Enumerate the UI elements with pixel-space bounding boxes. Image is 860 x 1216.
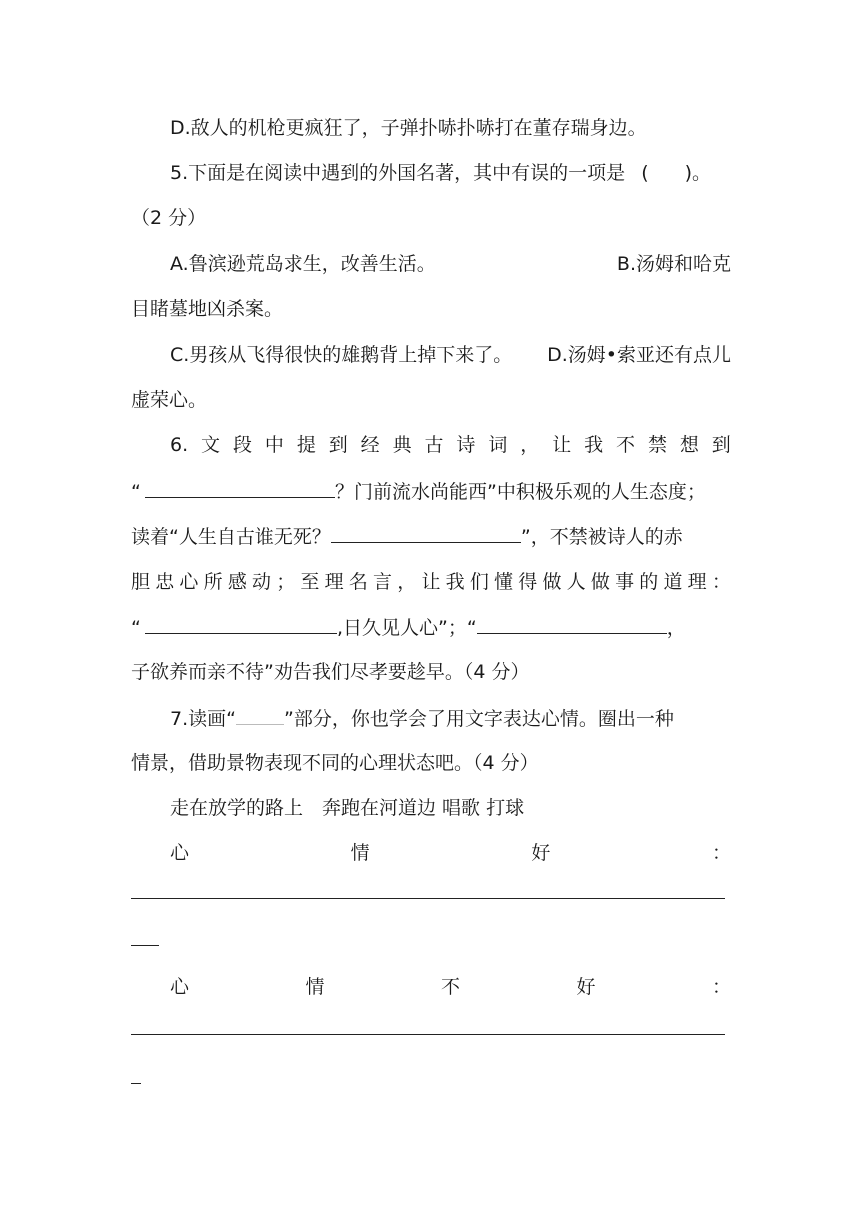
q6-line-4-char: 至: [300, 571, 320, 593]
q6-blank-3[interactable]: [145, 615, 337, 634]
q5-option-b-start: B.汤姆和哈克: [616, 253, 731, 275]
q5-option-d-end: 虚荣心。: [131, 389, 208, 411]
q6-line-4-char: 忠: [155, 571, 175, 593]
q7-faint-blank: [236, 706, 284, 725]
q6-line-4-char: 名: [348, 571, 368, 593]
q5-options-ab: [170, 252, 731, 276]
q6-line-1-char: ，: [520, 434, 540, 456]
q5-paren-open: (: [641, 162, 649, 184]
q7-bad-mood-char: ：: [711, 976, 731, 998]
q7-good-mood-char: 好: [531, 842, 551, 864]
q5-paren-close: )。: [684, 162, 712, 184]
q6-line-3-start: 读着“人生自古谁无死？: [131, 526, 331, 548]
q6-line-1-char: 我: [584, 434, 604, 456]
q6-quote-open-3: “: [131, 617, 141, 639]
q7-line-2-text: 情景，借助景物表现不同的心理状态吧。（4 分）: [131, 752, 539, 774]
q6-line-3-end: ”，不禁被诗人的赤: [520, 526, 683, 548]
q6-line-1-char: 禁: [647, 434, 667, 456]
q6-line-5: [131, 615, 731, 640]
q6-line-5-end: ，: [666, 617, 686, 639]
q6-line-2-text: ？门前流水尚能西”中积极乐观的人生态度；: [335, 481, 706, 503]
q6-line-1-char: 想: [679, 434, 699, 456]
q6-line-4-char: 懂: [494, 571, 514, 593]
q6-line-4-char: 做: [590, 571, 610, 593]
q6-line-2: [131, 479, 731, 504]
q6-line-1-char: 文: [201, 434, 221, 456]
q6-line-6-text: 子欲养而亲不待”劝告我们尽孝要趁早。（4 分）: [131, 661, 530, 683]
q6-blank-1[interactable]: [145, 479, 335, 498]
q6-line-1-char: 中: [264, 434, 284, 456]
q6-line-4-char: 言: [373, 571, 393, 593]
q5-option-b-end: 目睹墓地凶杀案。: [131, 298, 284, 320]
q7-good-mood-char: 心: [170, 842, 190, 864]
q5-score: [131, 206, 731, 230]
q6-line-4-char: 做: [542, 571, 562, 593]
q6-line-1-char: 古: [424, 434, 444, 456]
q6-line-1-char: 6.: [170, 434, 189, 456]
q7-bad-mood-answer-line[interactable]: [131, 1034, 725, 1035]
q5-option-b-cont: [131, 297, 731, 321]
q5-option-c: C.男孩从飞得很快的雄鹅背上掉下来了。: [170, 344, 513, 366]
q6-line-1-char: 不: [616, 434, 636, 456]
q6-line-4-char: 人: [566, 571, 586, 593]
q6-line-4-char: 所: [203, 571, 223, 593]
q7-good-mood-answer-line-tail[interactable]: [131, 945, 159, 946]
q6-line-4-char: 的: [639, 571, 659, 593]
q7-line-1-start: 7.读画“: [170, 708, 236, 730]
q6-line-5-mid: ,日久见人心”；“: [337, 617, 477, 639]
q7-line-2: [131, 751, 731, 775]
q5-stem: [170, 161, 731, 185]
q4-option-d: [170, 116, 731, 140]
q6-line-4-char: 感: [227, 571, 247, 593]
q7-bad-mood-answer-line-tail[interactable]: [131, 1083, 141, 1084]
q6-line-1-char: 词: [488, 434, 508, 456]
q6-blank-2[interactable]: [331, 524, 521, 543]
q5-option-a: A.鲁滨逊荒岛求生，改善生活。: [170, 253, 436, 275]
q6-line-4-char: 理: [687, 571, 707, 593]
q6-line-1-char: 提: [296, 434, 316, 456]
q7-bad-mood-char: 情: [305, 976, 325, 998]
q6-line-4-char: 理: [324, 571, 344, 593]
q6-line-4-char: ，: [397, 571, 417, 593]
q7-line-1: [170, 706, 731, 731]
q6-blank-4[interactable]: [477, 615, 667, 634]
q7-good-mood-char: ：: [711, 842, 731, 864]
q6-line-1-char: 典: [392, 434, 412, 456]
q6-line-4-char: 们: [469, 571, 489, 593]
q6-line-3: [131, 524, 731, 549]
q7-good-mood-answer-line[interactable]: [131, 898, 725, 899]
q5-option-d-start: D.汤姆•索亚还有点儿: [547, 344, 731, 366]
q7-bad-mood-label: [170, 975, 731, 999]
q6-line-1-char: 让: [552, 434, 572, 456]
q7-scene-choices[interactable]: 走在放学的路上 奔跑在河道边 唱歌 打球: [170, 797, 525, 819]
q6-line-4-char: 得: [518, 571, 538, 593]
q5-options-cd: [170, 343, 731, 367]
q6-line-1-char: 段: [232, 434, 252, 456]
q6-line-6: [131, 660, 731, 684]
q6-line-1-char: 到: [328, 434, 348, 456]
q6-line-4-char: 事: [615, 571, 635, 593]
q6-line-1-char: 经: [360, 434, 380, 456]
q6-line-4-char: 道: [663, 571, 683, 593]
q6-line-1-char: 到: [711, 434, 731, 456]
q7-line-1-end: ”部分，你也学会了用文字表达心情。圈出一种: [283, 708, 674, 730]
q7-bad-mood-char: 心: [170, 976, 190, 998]
q7-bad-mood-char: 不: [440, 976, 460, 998]
q7-bad-mood-char: 好: [576, 976, 596, 998]
q6-line-4-char: 心: [179, 571, 199, 593]
q7-scenes: [170, 796, 731, 820]
q6-line-4-char: 我: [445, 571, 465, 593]
q5-stem-text: 5.下面是在阅读中遇到的外国名著，其中有误的一项是: [170, 162, 626, 184]
q7-good-mood-label: [170, 841, 731, 865]
q6-line-1: [170, 433, 731, 457]
q6-line-4: [131, 570, 731, 594]
q5-score-text: （2 分）: [131, 207, 207, 229]
q6-line-1-char: 诗: [456, 434, 476, 456]
q4-option-d-text: D.敌人的机枪更疯狂了，子弹扑哧扑哧打在董存瑞身边。: [170, 117, 647, 139]
q7-good-mood-char: 情: [350, 842, 370, 864]
q6-line-4-char: 胆: [131, 571, 151, 593]
q6-line-4-char: 动: [252, 571, 272, 593]
q5-option-d-cont: [131, 388, 731, 412]
q6-line-4-char: ：: [711, 571, 731, 593]
q6-line-4-char: 让: [421, 571, 441, 593]
q6-quote-open-1: “: [131, 481, 141, 503]
q6-line-4-char: ；: [276, 571, 296, 593]
